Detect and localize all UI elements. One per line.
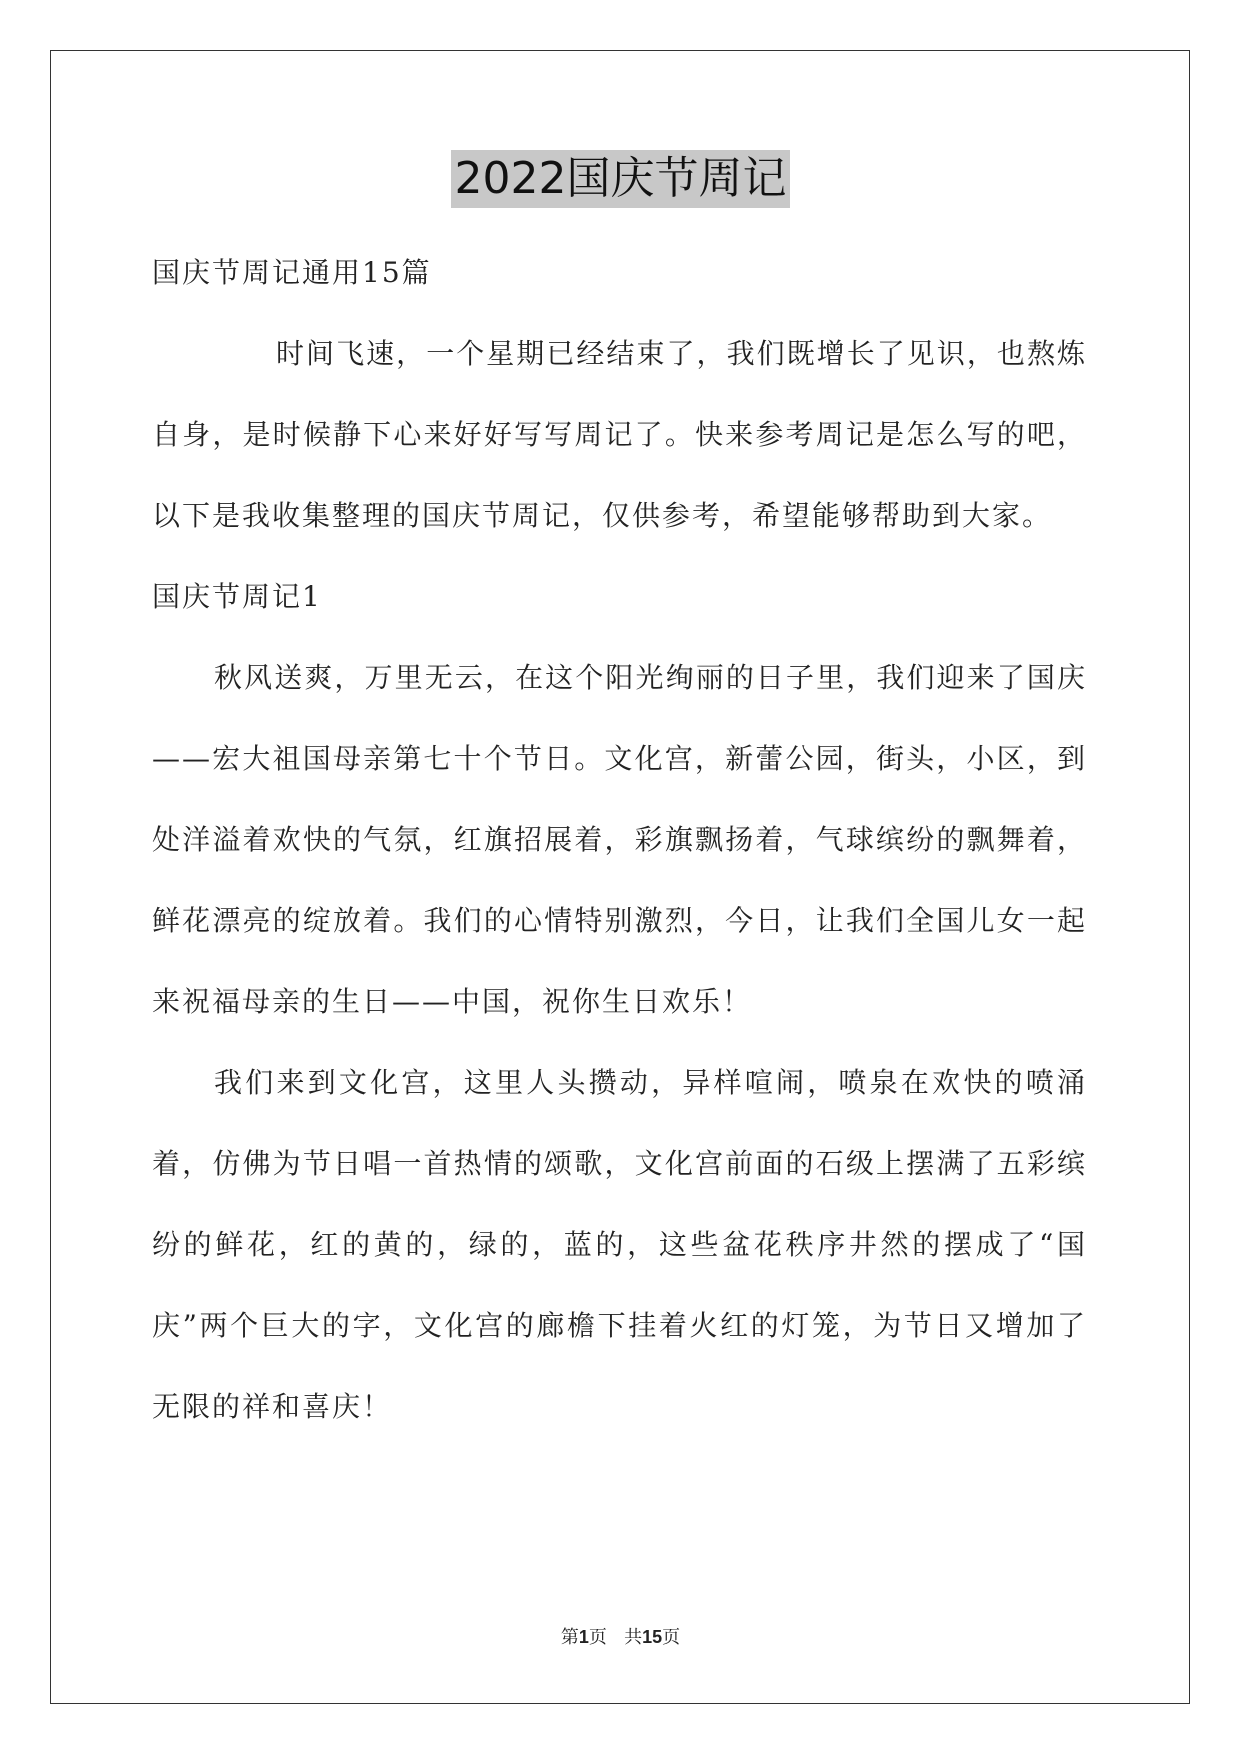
page-current: 1 — [578, 1627, 589, 1647]
intro-paragraph: 时间飞速，一个星期已经结束了，我们既增长了见识，也熬炼自身，是时候静下心来好好写写周记了。快来参考周记是怎么写的吧，以下是我收集整理的国庆节周记，仅供参考，希望能够帮助到大家。 — [152, 337, 1087, 532]
total-prefix: 共 — [624, 1627, 643, 1648]
page-footer — [0, 1623, 1241, 1649]
document-subtitle: 国庆节周记通用15篇 — [152, 256, 432, 289]
document-body — [152, 232, 1087, 1447]
title-container — [0, 150, 1241, 208]
page-total: 15 — [642, 1627, 663, 1647]
page-prefix: 第 — [560, 1627, 579, 1648]
document-title: 2022国庆节周记 — [451, 150, 791, 208]
total-suffix: 页 — [662, 1627, 681, 1648]
section-heading: 国庆节周记1 — [152, 580, 322, 613]
body-paragraph: 我们来到文化宫，这里人头攒动，异样喧闹，喷泉在欢快的喷涌着，仿佛为节日唱一首热情的颂歌，文化宫前面的石级上摆满了五彩缤纷的鲜花，红的黄的，绿的，蓝的，这些盆花秩序井然的摆成了“国庆”两个巨大的字，文化宫的廊檐下挂着火红的灯笼，为节日又增加了无限的祥和喜庆！ — [152, 1066, 1087, 1423]
body-paragraph: 秋风送爽，万里无云，在这个阳光绚丽的日子里，我们迎来了国庆——宏大祖国母亲第七十个节日。文化宫，新蕾公园，街头，小区，到处洋溢着欢快的气氛，红旗招展着，彩旗飘扬着，气球缤纷的飘舞着，鲜花漂亮的绽放着。我们的心情特别激烈，今日，让我们全国儿女一起来祝福母亲的生日——中国，祝你生日欢乐！ — [152, 661, 1087, 1018]
page-mid: 页 — [588, 1627, 607, 1648]
